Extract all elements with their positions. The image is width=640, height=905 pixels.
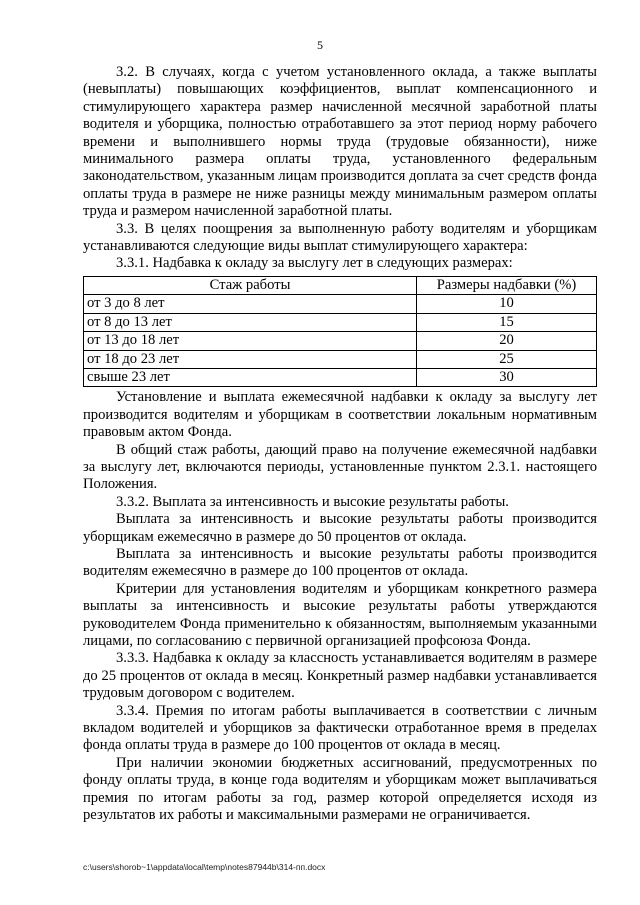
paragraph-3-3-2: 3.3.2. Выплата за интенсивность и высокие результаты работы. — [116, 493, 509, 510]
paragraph-intensity-criteria: Критерии для установления водителям и уборщикам конкретного размера выплаты за интенсивность и высокие результаты работы утверждаются руководителем Фонда применительно к обязанностям, выполняемым указанными лицами, по согласованию с первичной организацией профсоюза Фонда. — [83, 580, 597, 649]
paragraph-annual-bonus: При наличии экономии бюджетных ассигнований, предусмотренных по фонду оплаты труда, в конце года водителям и уборщикам может выплачиваться премия по итогам работы за год, размер которой определяется исходя из результатов их работы и максимальными размерами не ограничивается. — [83, 754, 597, 824]
paragraph-seniority-establishment: Установление и выплата ежемесячной надбавки к окладу за выслугу лет производится водителям и уборщикам в соответствии локальным нормативным правовым актом Фонда. — [83, 389, 597, 441]
table-cell-experience: свыше 23 лет — [84, 368, 417, 386]
table-row — [84, 332, 597, 350]
table-header-experience: Стаж работы — [84, 276, 417, 294]
document-body — [83, 64, 597, 824]
table-row — [84, 313, 597, 331]
paragraph-3-3: 3.3. В целях поощрения за выполненную работу водителям и уборщикам устанавливаются следующие виды выплат стимулирующего характера: — [83, 220, 597, 255]
paragraph-3-3-4: 3.3.4. Премия по итогам работы выплачивается в соответствии с личным вкладом водителей и уборщиков за фактически отработанное время в пределах фонда оплаты труда в размере до 100 процентов от оклада в месяц. — [83, 702, 597, 754]
table-cell-percent: 25 — [417, 350, 597, 368]
table-row — [84, 368, 597, 386]
table-header-row — [84, 276, 597, 294]
paragraph-3-2: 3.2. В случаях, когда с учетом установленного оклада, а также выплаты (невыплаты) повышающих коэффициентов, выплат компенсационного и стимулирующего характера размер начисленной месячной заработной платы водителя и уборщика, полностью отработавшего за этот период норму рабочего времени и выполнившего нормы труда (трудовые обязанности), ниже минимального размера оплаты труда, установленного федеральным законодательством, указанным лицам производится доплата за счет средств фонда оплаты труда в размере не ниже разницы между минимальным размером оплаты труда и размером начисленной заработной платы. — [83, 64, 597, 220]
paragraph-total-experience: В общий стаж работы, дающий право на получение ежемесячной надбавки за выслугу лет, включаются периоды, установленные пунктом 2.3.1. настоящего Положения. — [83, 441, 597, 493]
table-cell-percent: 15 — [417, 313, 597, 331]
table-cell-experience: от 3 до 8 лет — [84, 295, 417, 313]
page-number: 5 — [317, 38, 323, 52]
table-cell-experience: от 13 до 18 лет — [84, 332, 417, 350]
table-cell-percent: 10 — [417, 295, 597, 313]
table-cell-percent: 20 — [417, 332, 597, 350]
footer-file-path: c:\users\shorob~1\appdata\local\temp\notes87944b\314-пп.docx — [83, 862, 326, 872]
paragraph-intensity-cleaners: Выплата за интенсивность и высокие результаты работы производится уборщикам ежемесячно в размере до 50 процентов от оклада. — [83, 511, 597, 545]
paragraph-intensity-drivers: Выплата за интенсивность и высокие результаты работы производится водителям ежемесячно в размере до 100 процентов от оклада. — [83, 545, 597, 580]
table-header-bonus-size: Размеры надбавки (%) — [417, 276, 597, 294]
table-row — [84, 295, 597, 313]
table-row — [84, 350, 597, 368]
seniority-bonus-table — [83, 276, 597, 387]
paragraph-3-3-3: 3.3.3. Надбавка к окладу за классность устанавливается водителям в размере до 25 процентов от оклада в месяц. Конкретный размер надбавки устанавливается трудовым договором с водителем. — [83, 650, 597, 702]
table-cell-experience: от 8 до 13 лет — [84, 313, 417, 331]
table-cell-experience: от 18 до 23 лет — [84, 350, 417, 368]
paragraph-3-3-1: 3.3.1. Надбавка к окладу за выслугу лет в следующих размерах: — [116, 255, 513, 272]
table-cell-percent: 30 — [417, 368, 597, 386]
